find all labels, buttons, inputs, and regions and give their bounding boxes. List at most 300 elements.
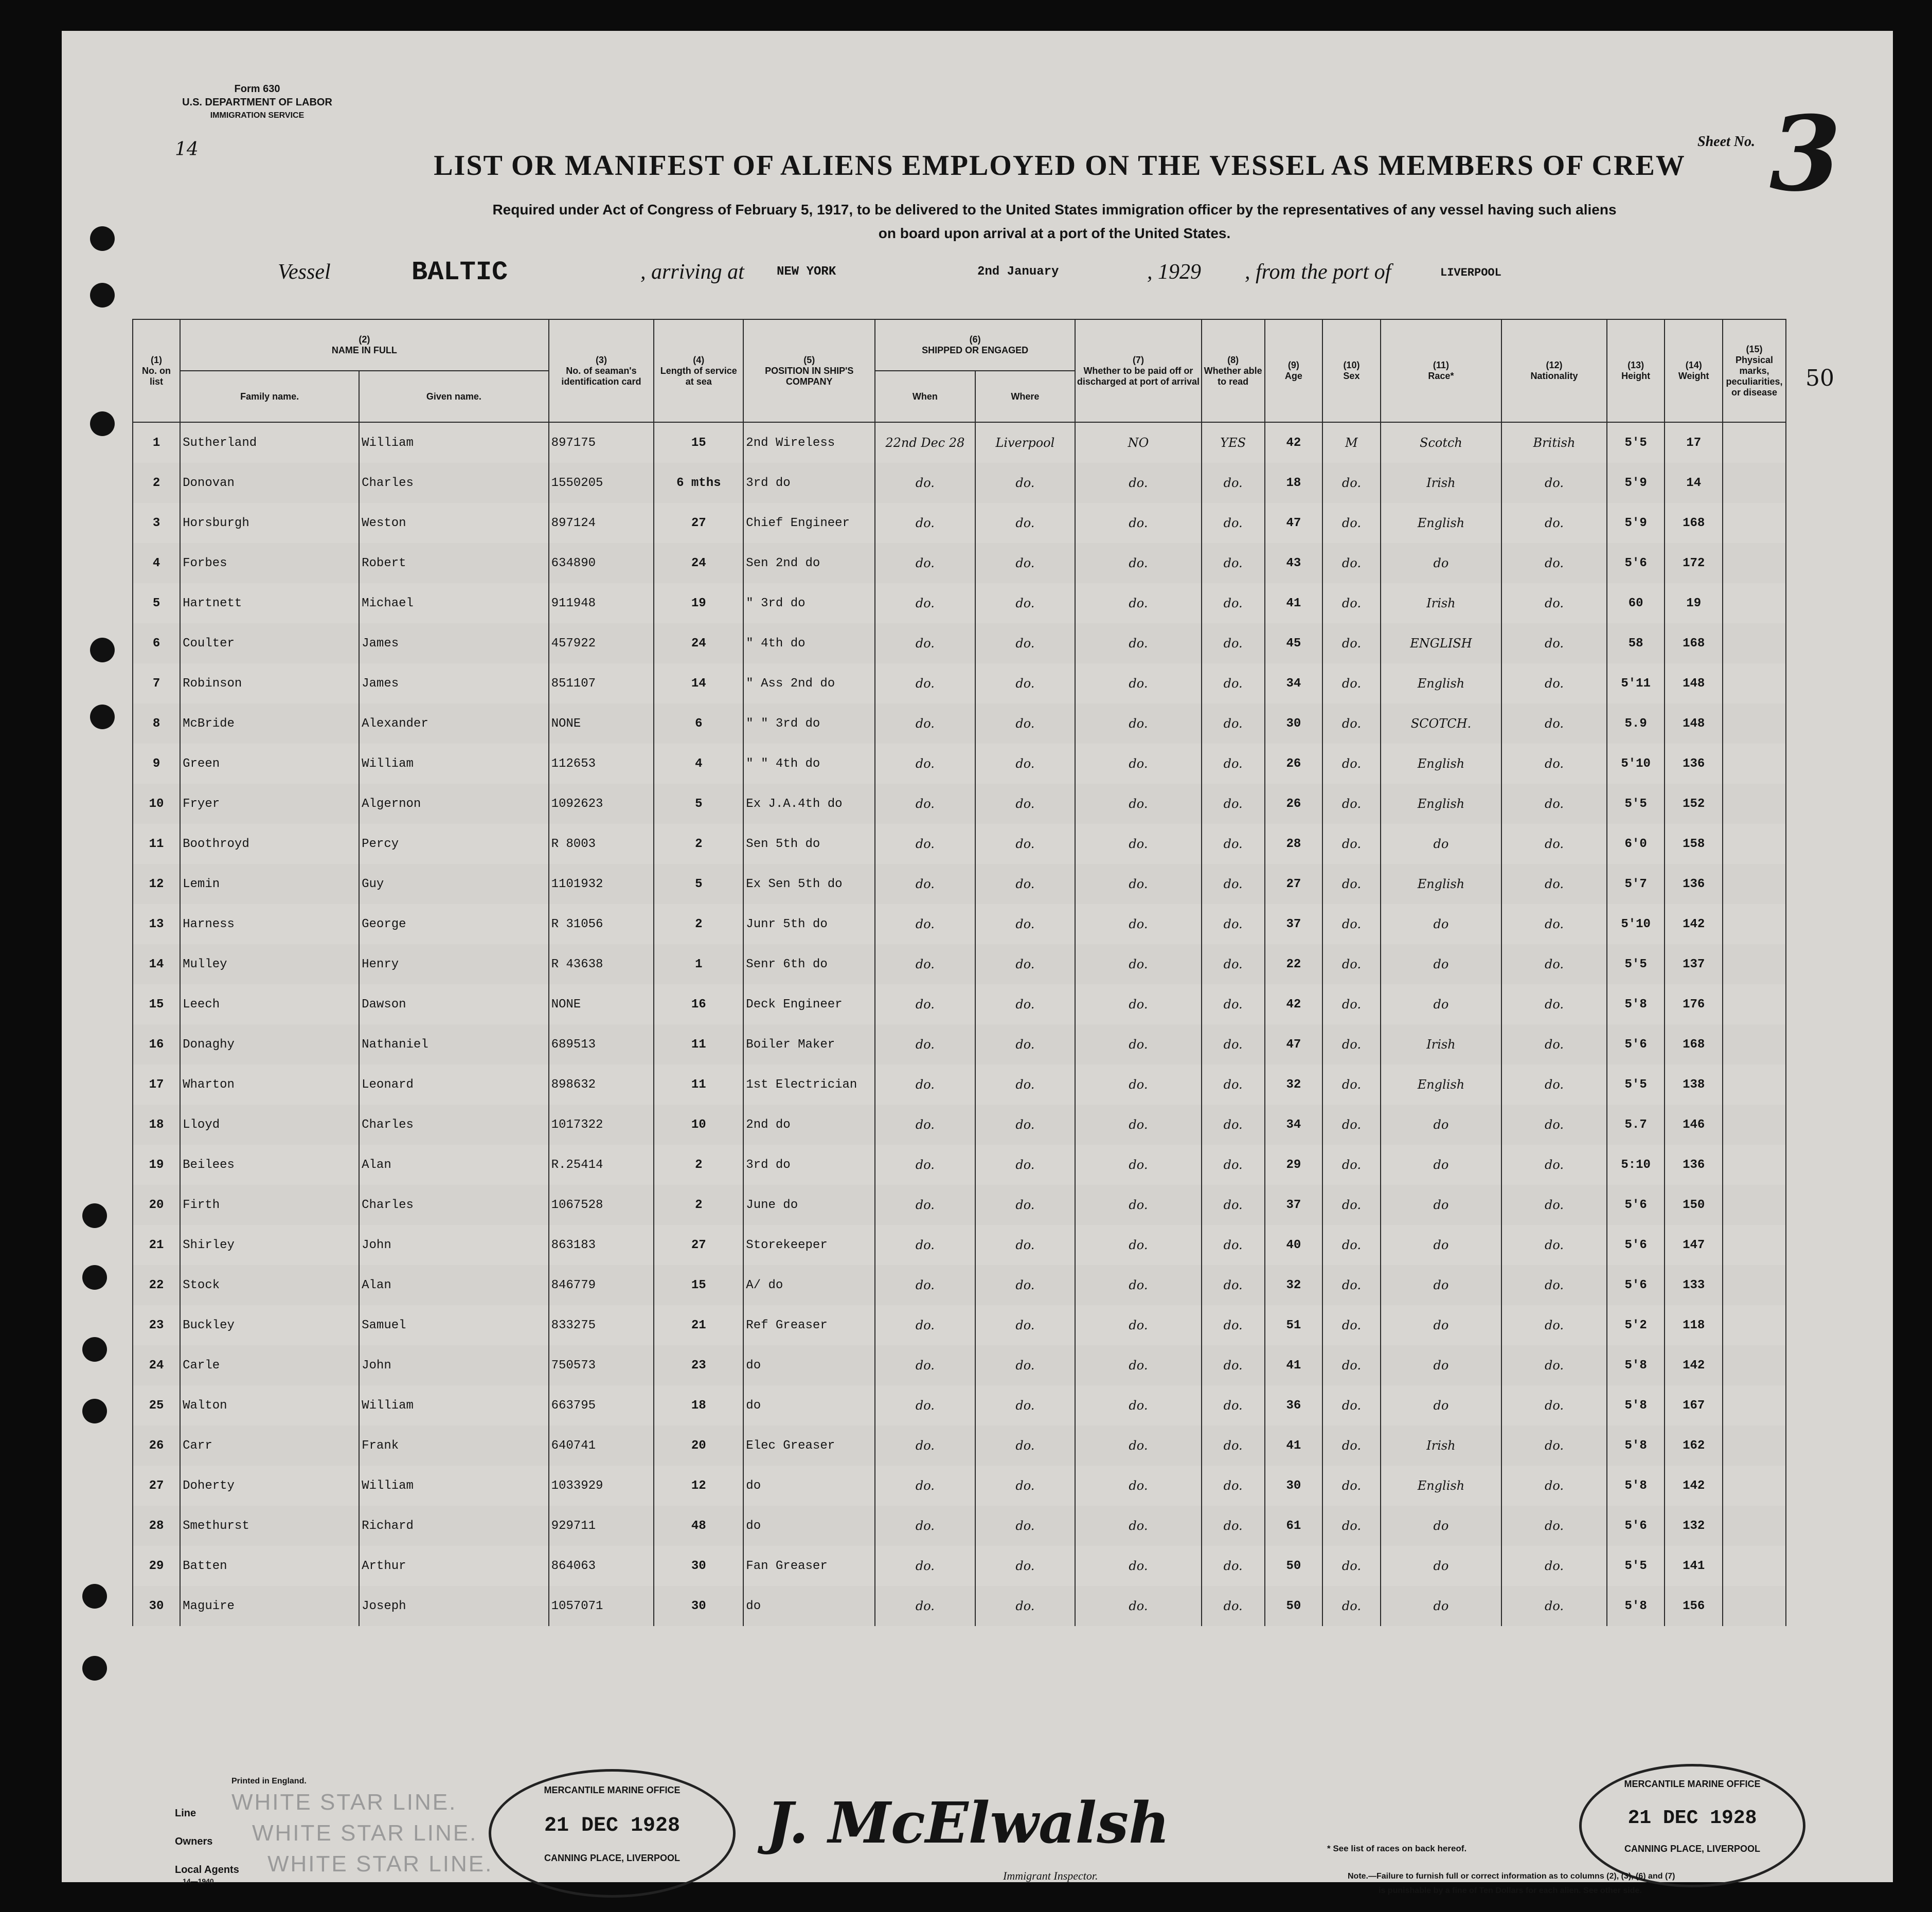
cell-weight: 138 xyxy=(1665,1065,1723,1105)
cell-id-card-number: 846779 xyxy=(549,1265,654,1305)
col-label: Height xyxy=(1621,371,1651,381)
cell-family-name: Sutherland xyxy=(180,422,359,463)
cell-given-name: Charles xyxy=(359,463,548,503)
cell-weight: 146 xyxy=(1665,1105,1723,1145)
cell-row-number: 13 xyxy=(133,904,180,944)
cell-able-to-read: do. xyxy=(1202,1024,1265,1065)
cell-physical-marks xyxy=(1723,1506,1786,1546)
cell-race: English xyxy=(1381,1466,1501,1506)
cell-row-number: 1 xyxy=(133,422,180,463)
cell-paid-off: do. xyxy=(1075,543,1202,583)
cell-nationality: do. xyxy=(1501,1065,1607,1105)
cell-weight: 168 xyxy=(1665,1024,1723,1065)
cell-given-name: Joseph xyxy=(359,1586,548,1626)
cell-row-number: 7 xyxy=(133,663,180,704)
cell-row-number: 4 xyxy=(133,543,180,583)
cell-height: 58 xyxy=(1607,623,1665,663)
race-note: * See list of races on back hereof. xyxy=(1327,1844,1467,1853)
cell-height: 5'5 xyxy=(1607,784,1665,824)
cell-race: ENGLISH xyxy=(1381,623,1501,663)
cell-paid-off: do. xyxy=(1075,944,1202,984)
cell-shipped-where: Liverpool xyxy=(975,422,1075,463)
cell-nationality: do. xyxy=(1501,904,1607,944)
cell-nationality: do. xyxy=(1501,503,1607,543)
form-number: Form 630 xyxy=(234,83,280,95)
mercantile-stamp-left xyxy=(489,1769,736,1898)
col-paid xyxy=(1075,319,1202,422)
cell-able-to-read: do. xyxy=(1202,583,1265,623)
cell-paid-off: do. xyxy=(1075,583,1202,623)
cell-position: Storekeeper xyxy=(743,1225,875,1265)
cell-weight: 176 xyxy=(1665,984,1723,1024)
punch-hole xyxy=(82,1337,107,1362)
cell-weight: 17 xyxy=(1665,422,1723,463)
cell-paid-off: do. xyxy=(1075,623,1202,663)
cell-age: 43 xyxy=(1265,543,1323,583)
cell-given-name: Alan xyxy=(359,1265,548,1305)
cell-shipped-when: 22nd Dec 28 xyxy=(875,422,975,463)
col-nationality xyxy=(1501,319,1607,422)
cell-given-name: William xyxy=(359,744,548,784)
punch-hole xyxy=(90,638,115,662)
cell-sex: do. xyxy=(1322,1225,1381,1265)
company-stamp-2: WHITE STAR LINE. xyxy=(252,1820,478,1846)
cell-paid-off: do. xyxy=(1075,1546,1202,1586)
cell-shipped-when: do. xyxy=(875,784,975,824)
cell-sex: do. xyxy=(1322,503,1381,543)
port-departure: LIVERPOOL xyxy=(1440,266,1501,279)
cell-paid-off: do. xyxy=(1075,1265,1202,1305)
cell-age: 18 xyxy=(1265,463,1323,503)
cell-sex: do. xyxy=(1322,1586,1381,1626)
cell-service-length: 10 xyxy=(654,1105,743,1145)
table-row xyxy=(133,1466,1786,1506)
table-row xyxy=(133,663,1786,704)
col-label: NAME IN FULL xyxy=(331,345,397,355)
cell-age: 40 xyxy=(1265,1225,1323,1265)
cell-service-length: 2 xyxy=(654,1185,743,1225)
cell-shipped-where: do. xyxy=(975,463,1075,503)
cell-able-to-read: do. xyxy=(1202,984,1265,1024)
cell-physical-marks xyxy=(1723,1265,1786,1305)
cell-height: 5'11 xyxy=(1607,663,1665,704)
cell-id-card-number: 897124 xyxy=(549,503,654,543)
cell-able-to-read: do. xyxy=(1202,1265,1265,1305)
cell-given-name: Weston xyxy=(359,503,548,543)
cell-shipped-when: do. xyxy=(875,824,975,864)
cell-id-card-number: R 8003 xyxy=(549,824,654,864)
cell-weight: 162 xyxy=(1665,1426,1723,1466)
cell-position: do xyxy=(743,1385,875,1426)
cell-service-length: 2 xyxy=(654,824,743,864)
cell-position: " " 3rd do xyxy=(743,704,875,744)
agents-label: Local Agents xyxy=(175,1864,239,1875)
col-weight xyxy=(1665,319,1723,422)
col-number: (10) xyxy=(1343,360,1360,370)
cell-race: do xyxy=(1381,543,1501,583)
cell-row-number: 21 xyxy=(133,1225,180,1265)
table-row xyxy=(133,1225,1786,1265)
cell-race: Irish xyxy=(1381,463,1501,503)
cell-shipped-where: do. xyxy=(975,503,1075,543)
cell-position: Junr 5th do xyxy=(743,904,875,944)
cell-position: Deck Engineer xyxy=(743,984,875,1024)
cell-family-name: Mulley xyxy=(180,944,359,984)
cell-race: do xyxy=(1381,984,1501,1024)
table-row xyxy=(133,824,1786,864)
cell-position: do xyxy=(743,1506,875,1546)
cell-sex: do. xyxy=(1322,824,1381,864)
cell-height: 5'5 xyxy=(1607,1065,1665,1105)
crew-table xyxy=(132,319,1786,1626)
penalty-note-1: Note.—Failure to furnish full or correct information as to columns (2), (3), (6) and (7) xyxy=(1348,1872,1675,1881)
cell-nationality: do. xyxy=(1501,1185,1607,1225)
table-row xyxy=(133,1265,1786,1305)
cell-given-name: Guy xyxy=(359,864,548,904)
cell-service-length: 23 xyxy=(654,1345,743,1385)
cell-sex: do. xyxy=(1322,904,1381,944)
cell-able-to-read: do. xyxy=(1202,1506,1265,1546)
cell-paid-off: do. xyxy=(1075,784,1202,824)
cell-shipped-where: do. xyxy=(975,704,1075,744)
cell-shipped-where: do. xyxy=(975,1345,1075,1385)
cell-shipped-when: do. xyxy=(875,583,975,623)
owners-label: Owners xyxy=(175,1836,213,1847)
cell-able-to-read: do. xyxy=(1202,1586,1265,1626)
cell-physical-marks xyxy=(1723,1145,1786,1185)
cell-position: Fan Greaser xyxy=(743,1546,875,1586)
col-number: (12) xyxy=(1546,360,1563,370)
cell-weight: 148 xyxy=(1665,704,1723,744)
cell-physical-marks xyxy=(1723,1546,1786,1586)
table-row xyxy=(133,1105,1786,1145)
cell-height: 60 xyxy=(1607,583,1665,623)
cell-height: 5'6 xyxy=(1607,1225,1665,1265)
col-race xyxy=(1381,319,1501,422)
cell-height: 5'6 xyxy=(1607,1024,1665,1065)
cell-height: 5'7 xyxy=(1607,864,1665,904)
cell-shipped-when: do. xyxy=(875,1065,975,1105)
col-label: Whether able to read xyxy=(1204,365,1262,387)
cell-row-number: 30 xyxy=(133,1586,180,1626)
table-row xyxy=(133,784,1786,824)
cell-paid-off: do. xyxy=(1075,1185,1202,1225)
cell-family-name: Beilees xyxy=(180,1145,359,1185)
col-family-name: Family name. xyxy=(180,371,359,422)
cell-physical-marks xyxy=(1723,744,1786,784)
cell-row-number: 28 xyxy=(133,1506,180,1546)
cell-physical-marks xyxy=(1723,1024,1786,1065)
punch-hole xyxy=(82,1203,107,1228)
cell-sex: do. xyxy=(1322,1466,1381,1506)
col-number: (5) xyxy=(803,354,815,365)
cell-nationality: do. xyxy=(1501,1466,1607,1506)
col-card xyxy=(549,319,654,422)
cell-family-name: Carr xyxy=(180,1426,359,1466)
cell-shipped-where: do. xyxy=(975,1586,1075,1626)
cell-row-number: 2 xyxy=(133,463,180,503)
cell-family-name: Wharton xyxy=(180,1065,359,1105)
cell-able-to-read: do. xyxy=(1202,503,1265,543)
cell-sex: do. xyxy=(1322,944,1381,984)
col-label: POSITION IN SHIP'S COMPANY xyxy=(765,365,854,387)
cell-service-length: 30 xyxy=(654,1586,743,1626)
col-label: Sex xyxy=(1343,371,1360,381)
cell-physical-marks xyxy=(1723,904,1786,944)
cell-able-to-read: do. xyxy=(1202,463,1265,503)
cell-shipped-when: do. xyxy=(875,1185,975,1225)
cell-row-number: 16 xyxy=(133,1024,180,1065)
cell-paid-off: do. xyxy=(1075,824,1202,864)
col-given-name: Given name. xyxy=(359,371,548,422)
cell-physical-marks xyxy=(1723,503,1786,543)
cell-age: 41 xyxy=(1265,583,1323,623)
cell-position: Sen 5th do xyxy=(743,824,875,864)
col-number: (2) xyxy=(359,334,370,345)
cell-age: 61 xyxy=(1265,1506,1323,1546)
stamp-date: 21 DEC 1928 xyxy=(544,1814,681,1837)
cell-shipped-when: do. xyxy=(875,984,975,1024)
cell-given-name: Samuel xyxy=(359,1305,548,1345)
cell-paid-off: do. xyxy=(1075,1506,1202,1546)
cell-family-name: Doherty xyxy=(180,1466,359,1506)
cell-shipped-where: do. xyxy=(975,904,1075,944)
arrival-year: , 1929 xyxy=(1147,260,1201,284)
cell-id-card-number: 851107 xyxy=(549,663,654,704)
table-body xyxy=(133,422,1786,1626)
cell-physical-marks xyxy=(1723,463,1786,503)
cell-family-name: Maguire xyxy=(180,1586,359,1626)
cell-given-name: Arthur xyxy=(359,1546,548,1586)
sheet-label: Sheet No. xyxy=(1697,134,1755,150)
cell-family-name: Smethurst xyxy=(180,1506,359,1546)
cell-shipped-when: do. xyxy=(875,1345,975,1385)
cell-nationality: British xyxy=(1501,422,1607,463)
cell-paid-off: do. xyxy=(1075,1385,1202,1426)
cell-position: " 4th do xyxy=(743,623,875,663)
cell-height: 5'8 xyxy=(1607,1385,1665,1426)
cell-service-length: 18 xyxy=(654,1385,743,1426)
cell-weight: 168 xyxy=(1665,623,1723,663)
cell-weight: 142 xyxy=(1665,1345,1723,1385)
cell-physical-marks xyxy=(1723,1305,1786,1345)
cell-service-length: 48 xyxy=(654,1506,743,1546)
cell-height: 5'10 xyxy=(1607,904,1665,944)
cell-shipped-when: do. xyxy=(875,1506,975,1546)
cell-sex: do. xyxy=(1322,984,1381,1024)
cell-shipped-when: do. xyxy=(875,1105,975,1145)
cell-shipped-when: do. xyxy=(875,744,975,784)
cell-family-name: Carle xyxy=(180,1345,359,1385)
cell-id-card-number: 833275 xyxy=(549,1305,654,1345)
cell-family-name: Fryer xyxy=(180,784,359,824)
cell-shipped-where: do. xyxy=(975,1265,1075,1305)
penalty-note-2: is punishable by a fine of Ten Dollars for each alien. See other side. xyxy=(1379,1886,1642,1895)
table-row xyxy=(133,744,1786,784)
col-label: Race* xyxy=(1428,371,1454,381)
cell-paid-off: do. xyxy=(1075,704,1202,744)
cell-shipped-where: do. xyxy=(975,1546,1075,1586)
col-number: (14) xyxy=(1685,360,1702,370)
cell-sex: do. xyxy=(1322,1145,1381,1185)
cell-nationality: do. xyxy=(1501,663,1607,704)
col-service xyxy=(654,319,743,422)
stamp-top-text: MERCANTILE MARINE OFFICE xyxy=(544,1785,681,1795)
cell-age: 22 xyxy=(1265,944,1323,984)
cell-service-length: 15 xyxy=(654,1265,743,1305)
cell-nationality: do. xyxy=(1501,1586,1607,1626)
cell-able-to-read: do. xyxy=(1202,663,1265,704)
cell-service-length: 2 xyxy=(654,1145,743,1185)
cell-age: 30 xyxy=(1265,704,1323,744)
cell-id-card-number: 112653 xyxy=(549,744,654,784)
cell-height: 5'9 xyxy=(1607,503,1665,543)
cell-weight: 137 xyxy=(1665,944,1723,984)
cell-paid-off: do. xyxy=(1075,503,1202,543)
cell-sex: M xyxy=(1322,422,1381,463)
cell-nationality: do. xyxy=(1501,1345,1607,1385)
col-label: Nationality xyxy=(1530,371,1578,381)
cell-able-to-read: do. xyxy=(1202,784,1265,824)
cell-position: Ex Sen 5th do xyxy=(743,864,875,904)
table-row xyxy=(133,1024,1786,1065)
cell-physical-marks xyxy=(1723,824,1786,864)
cell-shipped-when: do. xyxy=(875,944,975,984)
cell-given-name: Frank xyxy=(359,1426,548,1466)
cell-race: do xyxy=(1381,1385,1501,1426)
col-height xyxy=(1607,319,1665,422)
cell-row-number: 18 xyxy=(133,1105,180,1145)
cell-family-name: Boothroyd xyxy=(180,824,359,864)
cell-shipped-where: do. xyxy=(975,1466,1075,1506)
cell-paid-off: do. xyxy=(1075,1345,1202,1385)
cell-height: 5'6 xyxy=(1607,543,1665,583)
cell-weight: 136 xyxy=(1665,1145,1723,1185)
cell-service-length: 6 mths xyxy=(654,463,743,503)
cell-physical-marks xyxy=(1723,663,1786,704)
cell-height: 5'5 xyxy=(1607,944,1665,984)
table-row xyxy=(133,944,1786,984)
cell-given-name: William xyxy=(359,1385,548,1426)
cell-race: English xyxy=(1381,1065,1501,1105)
cell-position: June do xyxy=(743,1185,875,1225)
cell-given-name: James xyxy=(359,623,548,663)
punch-hole xyxy=(82,1584,107,1609)
table-row xyxy=(133,1385,1786,1426)
cell-position: " 3rd do xyxy=(743,583,875,623)
cell-able-to-read: do. xyxy=(1202,1305,1265,1345)
cell-row-number: 8 xyxy=(133,704,180,744)
cell-weight: 19 xyxy=(1665,583,1723,623)
cell-shipped-when: do. xyxy=(875,1586,975,1626)
cell-race: do xyxy=(1381,1506,1501,1546)
cell-shipped-when: do. xyxy=(875,1265,975,1305)
cell-weight: 148 xyxy=(1665,663,1723,704)
cell-height: 5'6 xyxy=(1607,1506,1665,1546)
cell-shipped-when: do. xyxy=(875,663,975,704)
cell-height: 5'6 xyxy=(1607,1185,1665,1225)
stamp-top-text: MERCANTILE MARINE OFFICE xyxy=(1624,1779,1761,1789)
arriving-label: , arriving at xyxy=(640,260,744,284)
cell-sex: do. xyxy=(1322,1185,1381,1225)
cell-row-number: 17 xyxy=(133,1065,180,1105)
cell-nationality: do. xyxy=(1501,1426,1607,1466)
col-number: (8) xyxy=(1227,354,1239,365)
cell-able-to-read: do. xyxy=(1202,1466,1265,1506)
cell-row-number: 5 xyxy=(133,583,180,623)
cell-shipped-when: do. xyxy=(875,904,975,944)
cell-height: 5'10 xyxy=(1607,744,1665,784)
cell-nationality: do. xyxy=(1501,623,1607,663)
cell-shipped-when: do. xyxy=(875,623,975,663)
cell-age: 37 xyxy=(1265,904,1323,944)
cell-row-number: 10 xyxy=(133,784,180,824)
cell-service-length: 30 xyxy=(654,1546,743,1586)
cell-row-number: 19 xyxy=(133,1145,180,1185)
form-info xyxy=(180,82,334,122)
col-number: (9) xyxy=(1287,360,1299,370)
cell-race: do xyxy=(1381,1225,1501,1265)
cell-nationality: do. xyxy=(1501,1305,1607,1345)
cell-race: English xyxy=(1381,784,1501,824)
cell-service-length: 6 xyxy=(654,704,743,744)
cell-shipped-where: do. xyxy=(975,1065,1075,1105)
cell-service-length: 16 xyxy=(654,984,743,1024)
cell-service-length: 21 xyxy=(654,1305,743,1345)
col-number: (3) xyxy=(595,354,607,365)
cell-given-name: Charles xyxy=(359,1105,548,1145)
table-row xyxy=(133,1065,1786,1105)
cell-family-name: Lemin xyxy=(180,864,359,904)
punch-hole xyxy=(90,411,115,436)
cell-able-to-read: do. xyxy=(1202,824,1265,864)
cell-sex: do. xyxy=(1322,1345,1381,1385)
cell-given-name: Nathaniel xyxy=(359,1024,548,1065)
col-number: (11) xyxy=(1433,360,1449,370)
cell-service-length: 2 xyxy=(654,904,743,944)
sheet-number: 3 xyxy=(1769,94,1841,214)
cell-paid-off: do. xyxy=(1075,1466,1202,1506)
cell-id-card-number: NONE xyxy=(549,984,654,1024)
cell-family-name: Green xyxy=(180,744,359,784)
cell-shipped-where: do. xyxy=(975,543,1075,583)
cell-nationality: do. xyxy=(1501,1145,1607,1185)
cell-shipped-where: do. xyxy=(975,1145,1075,1185)
cell-nationality: do. xyxy=(1501,1385,1607,1426)
cell-service-length: 15 xyxy=(654,422,743,463)
cell-nationality: do. xyxy=(1501,1105,1607,1145)
cell-position: 3rd do xyxy=(743,1145,875,1185)
cell-position: 2nd Wireless xyxy=(743,422,875,463)
subtitle xyxy=(309,198,1800,245)
company-stamp-1: WHITE STAR LINE. xyxy=(231,1790,457,1815)
cell-physical-marks xyxy=(1723,1385,1786,1426)
cell-race: Scotch xyxy=(1381,422,1501,463)
cell-shipped-where: do. xyxy=(975,1426,1075,1466)
cell-position: Chief Engineer xyxy=(743,503,875,543)
cell-paid-off: do. xyxy=(1075,864,1202,904)
cell-id-card-number: 1067528 xyxy=(549,1185,654,1225)
cell-shipped-where: do. xyxy=(975,1185,1075,1225)
col-label: Length of service at sea xyxy=(660,365,737,387)
cell-given-name: Henry xyxy=(359,944,548,984)
cell-service-length: 11 xyxy=(654,1065,743,1105)
col-number: (4) xyxy=(693,354,705,365)
cell-age: 29 xyxy=(1265,1145,1323,1185)
cell-age: 34 xyxy=(1265,1105,1323,1145)
cell-sex: do. xyxy=(1322,623,1381,663)
cell-weight: 172 xyxy=(1665,543,1723,583)
